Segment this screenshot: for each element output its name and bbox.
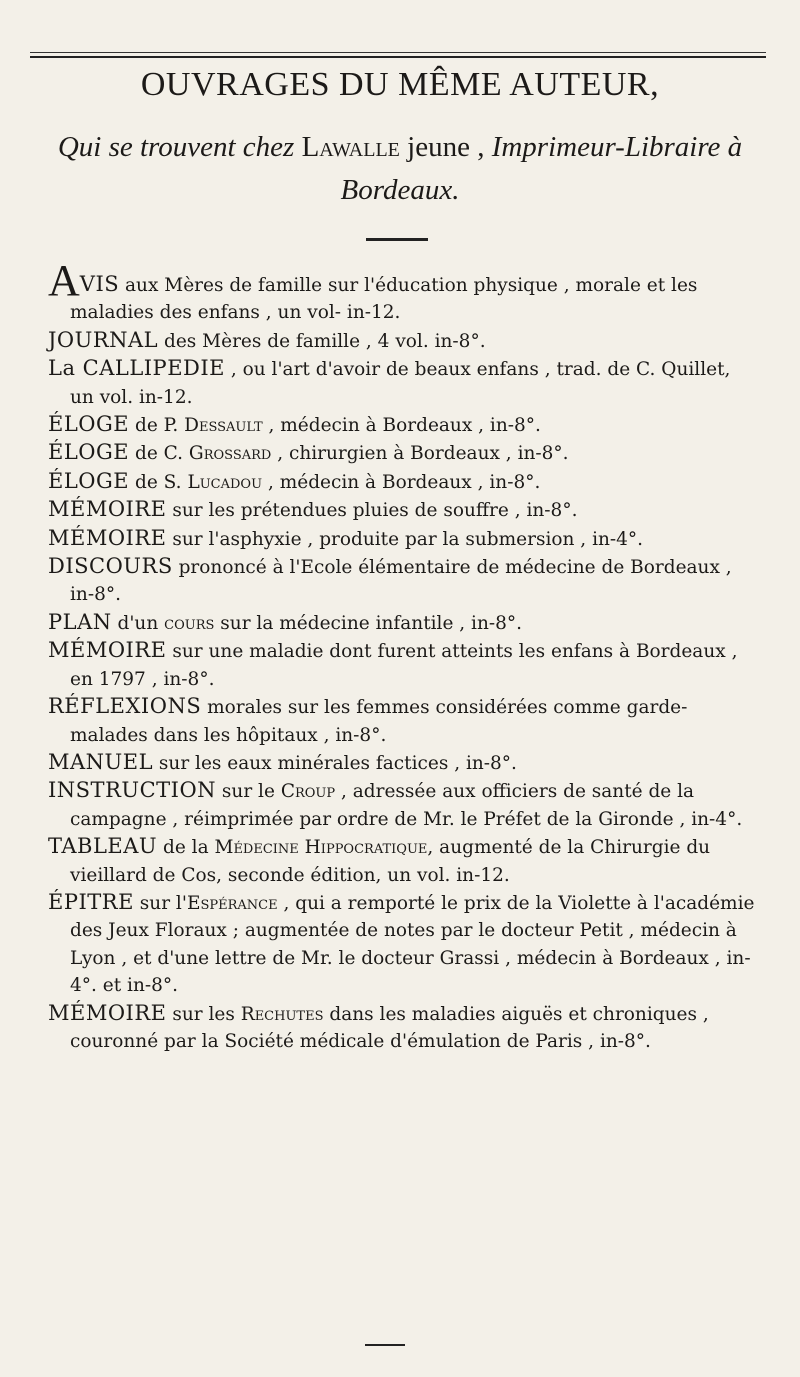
page-heading: OUVRAGES DU MÊME AUTEUR,	[140, 66, 660, 103]
work-entry	[48, 609, 756, 637]
entry-heading: VIS	[79, 272, 120, 296]
end-ornament-rule	[365, 1344, 405, 1346]
entry-small-caps: cours	[164, 612, 215, 634]
entry-text: de S.	[129, 471, 188, 493]
entry-heading: ÉLOGE	[48, 440, 130, 465]
entry-text: prononcé à l'Ecole élémentaire de médecine de Bordeaux , in-8°.	[70, 557, 732, 606]
entry-text-continued: dans les maladies aiguës et chroniques , couronné par la Société médicale d'émulation de Paris , in-8°.	[70, 1003, 709, 1052]
entry-heading: RÉFLEXIONS	[48, 694, 202, 719]
entry-text: sur l'	[133, 892, 187, 914]
entry-text: aux Mères de famille sur l'éducation physique , morale et les maladies des enfans , un vol- in-12.	[70, 275, 698, 324]
entry-small-caps: Rechutes	[240, 1003, 324, 1025]
entry-heading: MÉMOIRE	[48, 638, 167, 663]
entry-heading: ÉLOGE	[48, 412, 130, 437]
work-entry	[48, 525, 756, 553]
entry-heading: MÉMOIRE	[48, 497, 167, 522]
entry-heading: ÉLOGE	[48, 468, 130, 493]
entry-text: d'un	[111, 612, 165, 634]
drop-cap: A	[48, 256, 80, 305]
entry-heading: MÉMOIRE	[48, 1000, 167, 1025]
entry-text: sur les eaux minérales factices , in-8°.	[153, 752, 517, 774]
work-entry	[48, 889, 756, 1000]
subtitle	[40, 126, 760, 212]
entry-small-caps: Lucadou	[187, 471, 263, 493]
work-entry	[48, 777, 756, 833]
entry-text-continued: , médecin à Bordeaux , in-8°.	[262, 415, 541, 437]
entry-text: , ou l'art d'avoir de beaux enfans , trad. de C. Quillet, un vol. in-12.	[70, 359, 731, 408]
work-entry	[48, 256, 756, 327]
entry-small-caps: Médecine Hippocratique	[214, 837, 428, 859]
entry-text-continued: , médecin à Bordeaux , in-8°.	[262, 471, 541, 493]
entry-text: de la	[157, 837, 215, 859]
entry-heading: INSTRUCTION	[48, 778, 217, 803]
entry-heading: MÉMOIRE	[48, 525, 167, 550]
entry-heading: TABLEAU	[48, 834, 158, 859]
entry-heading: DISCOURS	[48, 554, 173, 579]
entry-text-continued: , qui a remporté le prix de la Violette à l'académie des Jeux Floraux ; augmentée de notes par le docteur Petit , médecin à Lyon , et d'une lettre de Mr. le docteur Grassi , médecin à Bordeaux , in-4°. et in-8°.	[70, 892, 755, 997]
entry-text: de C.	[129, 443, 189, 465]
entry-text-continued: , adressée aux officiers de santé de la campagne , réimprimée par ordre de Mr. le Préfet de la Gironde , in-4°.	[70, 781, 743, 830]
subtitle-mid: jeune ,	[399, 131, 492, 163]
subtitle-pre: Qui se trouvent chez	[57, 131, 302, 163]
entry-heading: MANUEL	[48, 749, 154, 774]
entry-text: sur les prétendues pluies de souffre , in-8°.	[166, 500, 578, 522]
work-entry	[48, 327, 756, 355]
work-entry	[48, 693, 756, 749]
entry-text: sur les	[166, 1003, 241, 1025]
section-divider	[366, 238, 428, 241]
entry-text: morales sur les femmes considérées comme garde-malades dans les hôpitaux , in-8°.	[70, 697, 688, 746]
work-entry	[48, 496, 756, 524]
entry-text: sur l'asphyxie , produite par la submersion , in-4°.	[166, 528, 644, 550]
entry-text: sur une maladie dont furent atteints les enfans à Bordeaux , en 1797 , in-8°.	[70, 641, 738, 690]
work-entry	[48, 468, 756, 496]
entry-small-caps: Espérance	[186, 892, 278, 914]
works-list	[48, 256, 756, 1055]
work-entry	[48, 1000, 756, 1056]
work-entry	[48, 637, 756, 693]
subtitle-publisher-name: Lawalle	[301, 131, 400, 163]
entry-small-caps: Grossard	[188, 443, 272, 465]
work-entry	[48, 833, 756, 889]
entry-text-continued: , augmenté de la Chirurgie du vieillard de Cos, seconde édition, un vol. in-12.	[70, 837, 711, 886]
top-double-rule	[30, 52, 766, 58]
entry-text: de P.	[129, 415, 185, 437]
entry-heading: JOURNAL	[48, 327, 159, 352]
entry-heading: ÉPITRE	[48, 889, 134, 914]
subtitle-rest: Imprimeur-Libraire à Bordeaux.	[340, 131, 743, 206]
work-entry	[48, 749, 756, 777]
work-entry	[48, 355, 756, 411]
entry-text-continued: , chirurgien à Bordeaux , in-8°.	[271, 443, 569, 465]
entry-small-caps: Croup	[280, 781, 336, 803]
entry-heading: PLAN	[48, 609, 112, 634]
entry-heading: La CALLIPEDIE	[48, 356, 225, 381]
entry-text: sur le	[216, 781, 281, 803]
entry-small-caps: Dessault	[184, 415, 263, 437]
entry-text: des Mères de famille , 4 vol. in-8°.	[158, 330, 486, 352]
work-entry	[48, 411, 756, 439]
entry-text-continued: sur la médecine infantile , in-8°.	[214, 612, 523, 634]
work-entry	[48, 439, 756, 467]
work-entry	[48, 553, 756, 609]
